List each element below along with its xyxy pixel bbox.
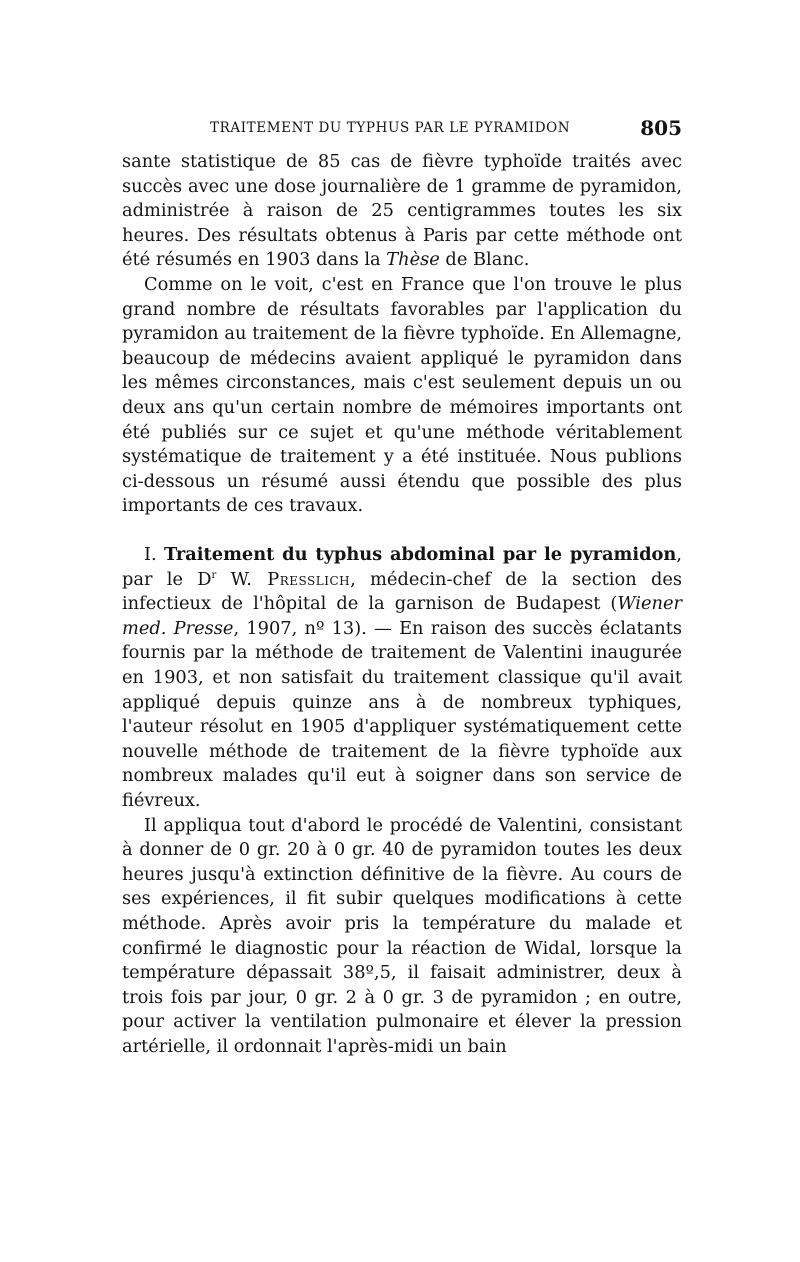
paragraph-text: sante statistique de 85 cas de fièvre typhoïde traités avec succès avec une dose journalière de 1 gramme de pyramidon, administrée à raison de 25 centigrammes toutes les six heures. Des résultats obtenus à Paris par cette méthode ont été résumés en 1903 dans la (122, 151, 682, 271)
paragraph: Il appliqua tout d'abord le procédé de Valentini, consistant à donner de 0 gr. 20 à 0 gr. 40 de pyramidon toutes les deux heures jusqu'à extinction définitive de la fièvre. Au cours de ses expériences, il fit subir quelques modifications à cette méthode. Après avoir pris la température du malade et confirmé le diagnostic pour la réaction de Widal, lorsque la température dépassait 38º,5, il faisait administrer, deux à trois fois par jour, 0 gr. 2 à 0 gr. 3 de pyramidon ; en outre, pour activer la ventilation pulmonaire et élever la pression artérielle, il ordonnait l'après-midi un bain (122, 814, 682, 1057)
section-1 (122, 543, 682, 1059)
intro-text (122, 150, 682, 519)
section-title: Traitement du typhus abdominal par le pyramidon (163, 544, 677, 565)
paragraph: Comme on le voit, c'est en France que l'on trouve le plus grand nombre de résultats favorables par l'application du pyramidon au traitement de la fièvre typhoïde. En Allemagne, beaucoup de médecins avaient appliqué le pyramidon dans les mêmes circonstances, mais c'est seulement depuis un ou deux ans qu'un certain nombre de mémoires importants ont été publiés sur ce sujet et qu'une méthode véritablement systématique de traitement y a été instituée. Nous publions ci-dessous un résumé aussi étendu que possible des plus importants de ces travaux. (122, 273, 682, 517)
section-1-heading-paragraph (122, 543, 682, 814)
affiliation-text: , médecin-chef de la section des infectieux de l'hôpital de la garnison de Budapest ( (122, 568, 682, 615)
paragraph-text: , 1907, nº 13). — En raison des succès éclatants fournis par la méthode de traitement de Valentini inaugurée en 1903, et non satisfait du traitement classique qu'il avait appliqué depuis quinze ans à de nombreux typhiques, l'auteur résolut en 1905 d'appliquer systématiquement cette nouvelle méthode de traitement de la fièvre typhoïde aux nombreux malades qu'il eut à soigner dans son service de fiévreux. (122, 617, 682, 811)
paragraph-text: de Blanc. (439, 249, 530, 271)
author-name: W. Presslich (230, 568, 351, 590)
journal-name: Wiener med. Presse (122, 593, 682, 639)
section-number: I. (144, 544, 164, 565)
running-head (122, 116, 682, 140)
running-title: TRAITEMENT DU TYPHUS PAR LE PYRAMIDON (210, 120, 571, 136)
thesis-word: Thèse (386, 249, 440, 271)
byline-text: , par le D (122, 544, 682, 590)
paragraph-continuation (122, 150, 682, 273)
doctor-abbrev-sup: r (211, 569, 217, 581)
page-number: 805 (640, 116, 682, 140)
